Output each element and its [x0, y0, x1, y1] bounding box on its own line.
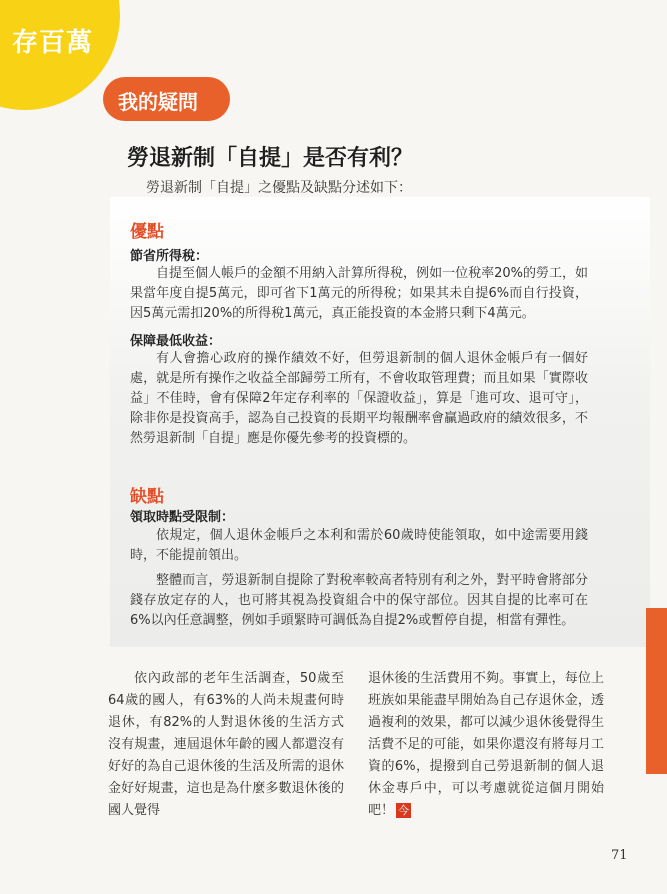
pros-item-text: 自提至個人帳戶的金額不用納入計算所得稅，例如一位稅率20%的勞工，如果當年度自提5萬元，即可省下1萬元的所得稅；如果其未自提6%而自行投資，因5萬元需扣20%的所得稅1萬元，真正能投資的本金將只剩下4萬元。	[130, 266, 588, 321]
pros-item-label: 節省所得稅：	[130, 249, 209, 264]
page-number: 71	[611, 848, 628, 863]
body-column-right-text: 退休後的生活費用不夠。事實上，每位上班族如果能盡早開始為自己存退休金，透過複利的效果，都可以減少退休後覺得生活費不足的可能，如果你還沒有將每月工資的6%，提撥到自己勞退新制的個人退休金專戶中，可以考慮就從這個月開始吧！	[368, 671, 604, 818]
side-tab	[646, 608, 667, 774]
question-badge-label: 我的疑問	[118, 90, 198, 114]
section-label: 存百萬	[12, 28, 94, 58]
cons-summary: 整體而言，勞退新制自提除了對稅率較高者特別有利之外，對平時會將部分錢存放定存的人，也可將其視為投資組合中的保守部位。因其自提的比率可在6%以內任意調整，例如手頭緊時可調低為自提2%或暫停自提，相當有彈性。	[130, 573, 588, 628]
end-mark-icon: 今	[398, 804, 410, 817]
cons-item-text: 依規定，個人退休金帳戶之本利和需於60歲時使能領取，如中途需要用錢時，不能提前領出。	[130, 528, 588, 563]
body-column-right	[368, 668, 604, 822]
page-title: 勞退新制「自提」是否有利？	[127, 146, 414, 171]
pros-heading: 優點	[130, 222, 164, 242]
cons-heading: 缺點	[130, 487, 164, 507]
pros-item-text: 有人會擔心政府的操作績效不好，但勞退新制的個人退休金帳戶有一個好處，就是所有操作之收益全部歸勞工所有，不會收取管理費；而且如果「實際收益」不佳時，會有保障2年定存利率的「保證收益」，算是「進可攻、退可守」，除非你是投資高手，認為自己投資的長期平均報酬率會贏過政府的績效很多，不然勞退新制「自提」應是你優先參考的投資標的。	[130, 351, 588, 446]
cons-item-label: 領取時點受限制：	[130, 510, 235, 525]
body-column-left: 依內政部的老年生活調查，50歲至64歲的國人，有63%的人尚未規畫何時退休，有82%的人對退休後的生活方式沒有規畫，連屆退休年齡的國人都還沒有好好的為自己退休後的生活及所需的退休金好好規畫，這也是為什麼多數退休後的國人覺得	[108, 671, 344, 818]
page-subtitle: 勞退新制「自提」之優點及缺點分述如下：	[146, 180, 412, 196]
pros-item-label: 保障最低收益：	[130, 334, 222, 349]
